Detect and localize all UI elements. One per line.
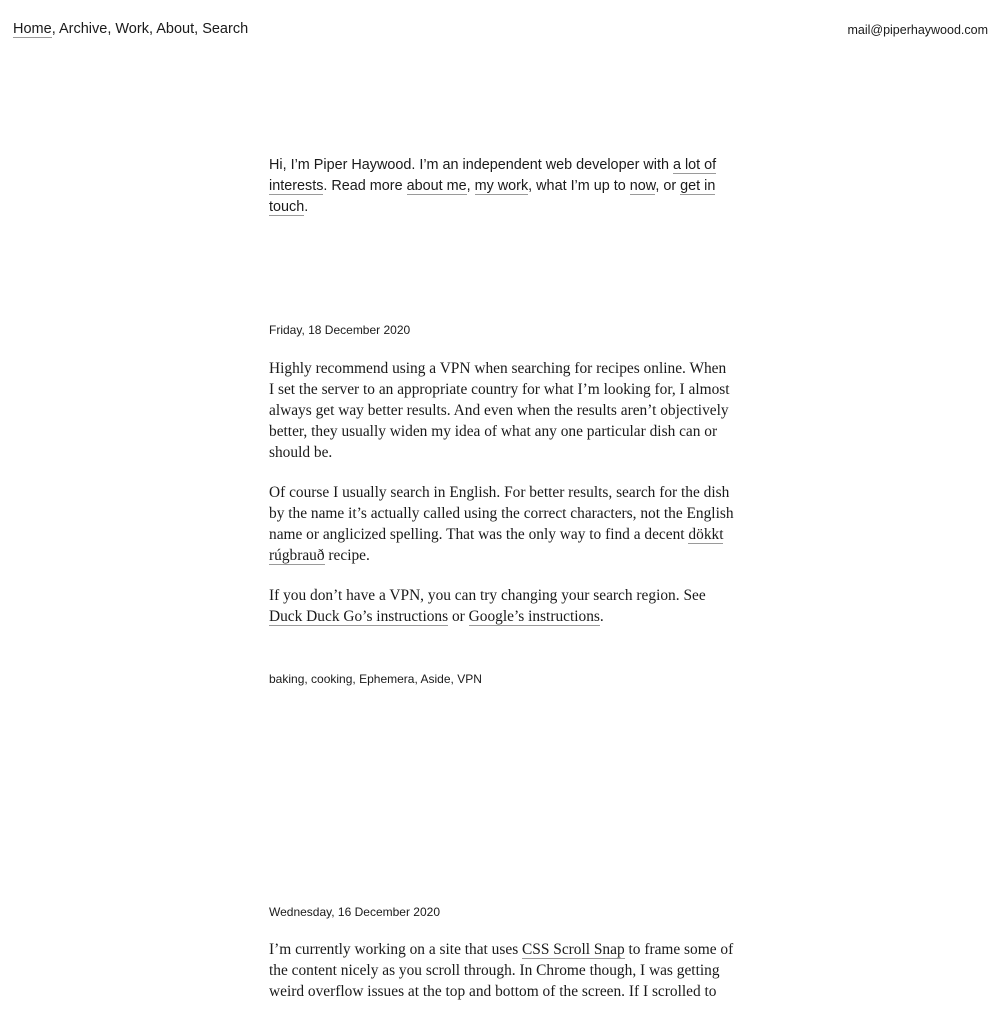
main-nav	[13, 18, 248, 40]
post-text: If you don’t have a VPN, you can try changing your search region. See	[269, 587, 706, 604]
tag-link-baking[interactable]: baking	[269, 672, 305, 686]
post-date: Friday, 18 December 2020	[269, 323, 411, 337]
post-paragraph	[269, 585, 734, 627]
tag-link-aside[interactable]: Aside	[420, 672, 451, 686]
intro-text-2: . Read more	[323, 178, 407, 194]
tag-link-ephemera[interactable]: Ephemera	[359, 672, 415, 686]
post-body	[269, 939, 734, 1002]
now-link[interactable]: now	[629, 178, 656, 194]
tag-separator: ,	[304, 672, 312, 686]
nav-separator: ,	[148, 21, 157, 37]
post-entry	[269, 903, 734, 1021]
nav-separator: ,	[107, 21, 116, 37]
post-text: .	[599, 608, 604, 625]
nav-work-link[interactable]: Work	[115, 21, 149, 37]
site-header	[13, 18, 988, 42]
google-instructions-link[interactable]: Google’s instructions	[468, 608, 600, 625]
tag-separator: ,	[414, 672, 421, 686]
tag-link-cooking[interactable]: cooking	[311, 672, 353, 686]
post-date: Wednesday, 16 December 2020	[269, 905, 440, 919]
post-paragraph: Highly recommend using a VPN when searching for recipes online. When I set the server to an appropriate country for what I’m looking for, I almost always get way better results. And even when the results aren’t objectively better, they usually widen my idea of what any one particular dish can or should be.	[269, 360, 730, 461]
intro-text-5: , or	[655, 178, 681, 194]
get-in-touch-link[interactable]: get in touch	[269, 178, 716, 215]
post-paragraph	[269, 939, 734, 1002]
nav-archive-link[interactable]: Archive	[58, 21, 108, 37]
intro-text-4: , what I’m up to	[528, 178, 630, 194]
css-scroll-snap-link[interactable]: CSS Scroll Snap	[522, 941, 625, 958]
post-text: recipe.	[324, 547, 370, 564]
tag-separator: ,	[450, 672, 458, 686]
intro-text-6: .	[304, 199, 309, 215]
nav-separator: ,	[194, 21, 203, 37]
nav-search-link[interactable]: Search	[202, 21, 249, 37]
nav-separator: ,	[51, 21, 59, 37]
nav-home-link[interactable]: Home	[13, 21, 52, 37]
tag-link-vpn[interactable]: VPN	[457, 672, 482, 686]
duckduckgo-instructions-link[interactable]: Duck Duck Go’s instructions	[269, 608, 449, 625]
post-text: I’m currently working on a site that uses	[269, 941, 523, 958]
intro-text-1: Hi, I’m Piper Haywood. I’m an independent web developer with	[269, 157, 673, 173]
post-text: to frame some of the content nicely as you scroll through. In Chrome though, I was getting weird overflow issues at the top and bottom of the screen. If I scrolled to	[269, 941, 734, 1000]
post-text: Of course I usually search in English. For better results, search for the dish by the name it’s actually called using the correct characters, not the English name or anglicized spelling. That was the only way to find a decent	[269, 484, 734, 543]
nav-about-link[interactable]: About	[156, 21, 195, 37]
post-paragraph	[269, 482, 734, 566]
intro-text-3: ,	[466, 178, 475, 194]
about-me-link[interactable]: about me	[406, 178, 467, 194]
dokkt-rugbraud-link[interactable]: dökkt rúgbrauð	[269, 526, 724, 564]
email-link[interactable]: mail@piperhaywood.com	[847, 23, 988, 37]
interests-link[interactable]: a lot of interests	[269, 157, 717, 194]
my-work-link[interactable]: my work	[474, 178, 529, 194]
post-text: or	[448, 608, 469, 625]
post-body	[269, 358, 734, 627]
post-entry	[269, 321, 734, 686]
post-tags	[269, 670, 482, 688]
tag-separator: ,	[352, 672, 360, 686]
intro-text	[269, 155, 729, 218]
